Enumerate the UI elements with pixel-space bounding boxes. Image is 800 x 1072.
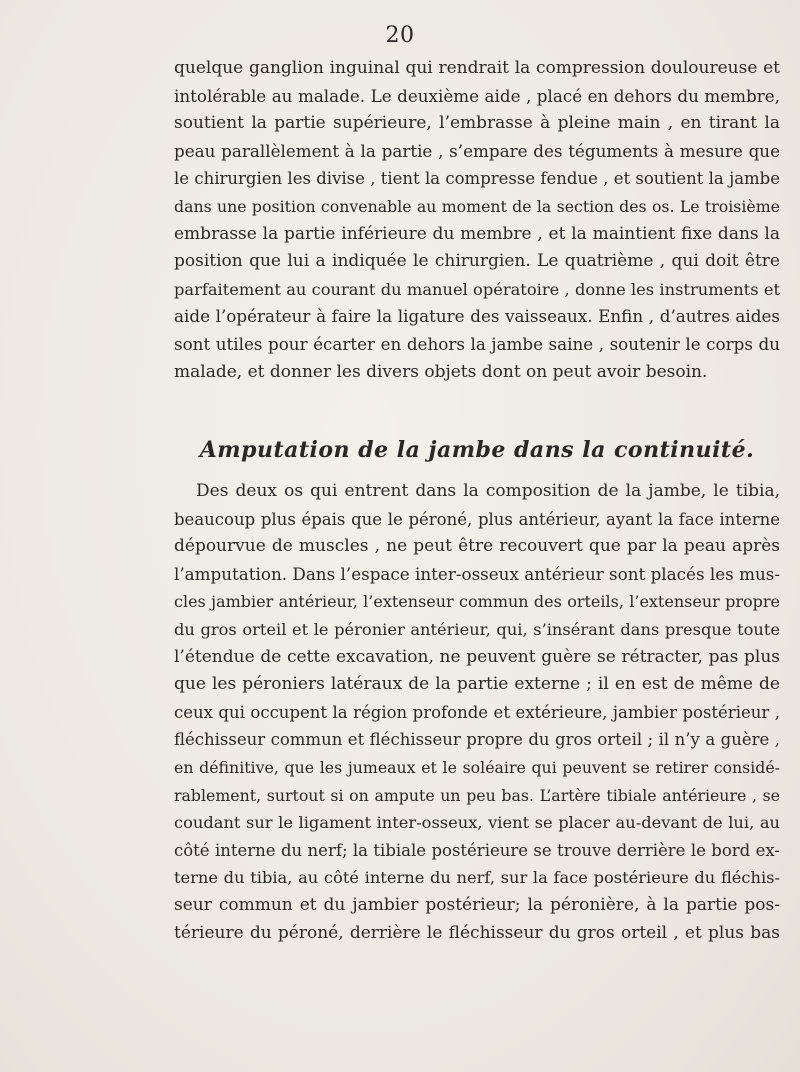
text-line: dans une position convenable au moment de la section des os. Le troisième	[174, 196, 780, 216]
text-line: en définitive, que les jumeaux et le soléaire qui peuvent se retirer considé-	[174, 757, 780, 777]
text-line: du gros orteil et le péronier antérieur, qui, s’insérant dans presque toute	[174, 619, 780, 639]
text-line: rablement, surtout si on ampute un peu bas. L’artère tibiale antérieure , se	[174, 785, 780, 805]
text-line: soutient la partie supérieure, l’embrasse à pleine main , en tirant la	[174, 113, 780, 134]
paragraph-2	[174, 478, 780, 947]
paragraph-1	[174, 55, 780, 386]
text-line: intolérable au malade. Le deuxième aide , placé en dehors du membre,	[174, 85, 780, 106]
text-line: quelque ganglion inguinal qui rendrait la compression douloureuse et	[174, 58, 780, 78]
text-line: beaucoup plus épais que le péroné, plus antérieur, ayant la face interne	[174, 509, 780, 529]
text-line: térieure du péroné, derrière le fléchisseur du gros orteil , et plus bas	[174, 922, 780, 943]
text-line: sont utiles pour écarter en dehors la jambe saine , soutenir le corps du	[174, 333, 780, 354]
text-line: embrasse la partie inférieure du membre , et la maintient fixe dans la	[174, 223, 780, 244]
text-line: ceux qui occupent la région profonde et extérieure, jambier postérieur ,	[174, 702, 780, 722]
text-line: coudant sur le ligament inter-osseux, vient se placer au-devant de lui, au	[174, 813, 780, 833]
text-line: côté interne du nerf; la tibiale postérieure se trouve derrière le bord ex-	[174, 840, 780, 860]
text-line: le chirurgien les divise , tient la compresse fendue , et soutient la jambe	[174, 169, 780, 189]
text-line: cles jambier antérieur, l’extenseur commun des orteils, l’extenseur propre	[174, 592, 780, 612]
text-line: dépourvue de muscles , ne peut être recouvert que par la peau après	[174, 536, 780, 557]
text-line: fléchisseur commun et fléchisseur propre du gros orteil ; il n’y a guère ,	[174, 730, 780, 750]
text-line: l’amputation. Dans l’espace inter-osseux antérieur sont placés les mus-	[174, 563, 780, 584]
text-line: terne du tibia, au côté interne du nerf, sur la face postérieure du fléchis-	[174, 868, 780, 888]
text-line: malade, et donner les divers objets dont on peut avoir besoin.	[174, 361, 708, 382]
text-line: position que lui a indiquée le chirurgien. Le quatrième , qui doit être	[174, 251, 780, 272]
page-number: 20	[385, 23, 415, 48]
text-line: peau parallèlement à la partie , s’empare des téguments à mesure que	[174, 140, 780, 161]
text-line: seur commun et du jambier postérieur; la péronière, à la partie pos-	[174, 894, 780, 915]
text-line: l’étendue de cette excavation, ne peuvent guère se rétracter, pas plus	[174, 646, 780, 667]
text-line: aide l’opérateur à faire la ligature des vaisseaux. Enfin , d’autres aides	[174, 306, 780, 327]
text-line: parfaitement au courant du manuel opératoire , donne les instruments et	[174, 279, 780, 299]
text-line: Des deux os qui entrent dans la composition de la jambe, le tibia,	[196, 481, 780, 501]
text-line: que les péroniers latéraux de la partie externe ; il en est de même de	[174, 674, 780, 695]
section-heading: Amputation de la jambe dans la continuité.	[199, 437, 755, 463]
